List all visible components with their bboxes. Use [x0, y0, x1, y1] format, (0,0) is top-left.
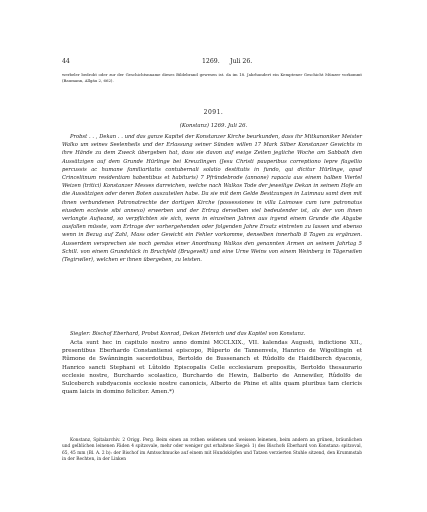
running-header: [62, 58, 362, 67]
header-date: Juli 26.: [230, 58, 253, 65]
regest-paragraph: Probst . . , Dekan . . und das ganze Kapitel der Konstanzer Kirche beurkunden, dass ihr Mitkanoniker Meister Walko um seines Seelenheils und der Erlassung seiner Sünden willen 17 Mark Silber Konstanzer Gewichts in ihre Hände zu dem Zweck übergeben hat, dass sie davon auf ewige Zeiten jegliche Woche am Sabbath den Aussätzigen auf dem Grunde Hürlinge bei Kreuzlingen (Jesu Christi pauperibus correptiono lepre flagellio percussis ac humane familiaritatis contubernali solatio destitutis in fundo, qui dicitur Hürlinge, apud Crinceliinum residentiam habentibus et habituris) 7 Pfründebrode (annone) rapacia aus einem halben Viertel Weizen (tritici) Konstanzer Messes darreichen, welche nach Walkos Tode der jeweilige Dekan in seinem Hofe an die Aussätzigen oder deren Boten auszuteilen habe. Da sie mit dem Gelde Besitzungen in Laimnau samt dem mit ihnen verbundenen Patronatrechte der dortigen Kirche (possessiones in villa Laimowe cum iure patronatus eiusdem ecclesie sibi annexo) erwerben und der Ertrag derselben viel bedeutender ist, als der von ihnen verlangte Aufwand, so verpflichten sie sich, wenn in einzelnen Jahren aus irgend einem Grunde die Abgabe ausfallen müsste, vom Ertrage der vorhergehenden oder folgenden Jahre Ersatz eintreten zu lassen und ebenso wenn in Bezug auf Zahl, Mass oder Gewicht ein Fehler vorkomme, denselben innerhalb 8 Tagen zu ergänzen. Ausserdem versprechen sie noch gemäss einer Anordnung Walkos den genannten Armen an seinem Jahrtag 5 Schill. von einem Grundstück in Bruchfeld (Brugevelt) und eine Urne Weins von einem Weinberg in Tägerwilen (Tegirwiler), welchen er ihnen übergeben, zu leisten.: [62, 134, 362, 264]
archival-footnote: [62, 438, 362, 464]
latin-paragraph: Acta sunt hec in capitulo nostro anno domini MCCLXIX., VII. kalendas Augusti, indictione XII., presentibus Eberhardo Constantiensi episcopo, Rûperto de Tannenvels, Hanrico de Wigoltingin et Rûmone de Swânningin sacerdotibus, Bertoldo de Bussenanch et Rûdolfo de Haidilberch dyaconis, Hanrico sancti Stephani et Lûtoldo Episcopalis Celle ecclesiarum prepositis, Bertoldo thesaurario ecclesie nostre, Burchardo scolastico, Burchardo de Hewin, Balberto de Annewiler, Rûdolfo de Sulceberch subdyaconis ecclesie nostre canonicis, Alberto de Phine et aliis quam pluribus tam clericis quam laicis in domino feliciter. Amen.*): [62, 340, 362, 396]
header-year: 1269.: [202, 58, 220, 65]
document-date-line: (Konstanz) 1269. Juli 26.: [179, 123, 248, 129]
carryover-footnote: werbeler bedroht oder zur der Geschichtsnname dieses Bildebrand gewesen ist. da im 18. Jahrhundert ein Kemptener Geschicht Münzer vorkommt (Baumann, Allgäu 2, 662).: [62, 72, 362, 83]
latin-text: [62, 339, 362, 396]
page-number: 44: [62, 58, 70, 65]
document-number: 2091.: [203, 109, 224, 116]
footnote-paragraph: Konstanz, Spitalarchiv. 2 Origg. Perg. Beim einen an rothen seidenen und weissen leinenen, beim andern an grünen, bräunlichen und gelblichen leinenen Fäden 4 spitzovale, mehr oder weniger gut erhaltene Siegel: 1) des Bischofs Eberhard von Konstanz: spitzoval, 65, 45 mm (Bl. A. 2 b): der Bischof im Amtsschmucke auf einem mit Hundsköpfen und Tatzen verzierten Stuhle sitzend, den Krummstab in der Rechten, in der Linken: [62, 438, 362, 463]
regest-summary: [62, 133, 362, 264]
sigler-line: Siegler: Bischof Eberhard, Probst Konrad, Dekan Heinrich und das Kapitel von Konstanz.: [70, 331, 306, 337]
